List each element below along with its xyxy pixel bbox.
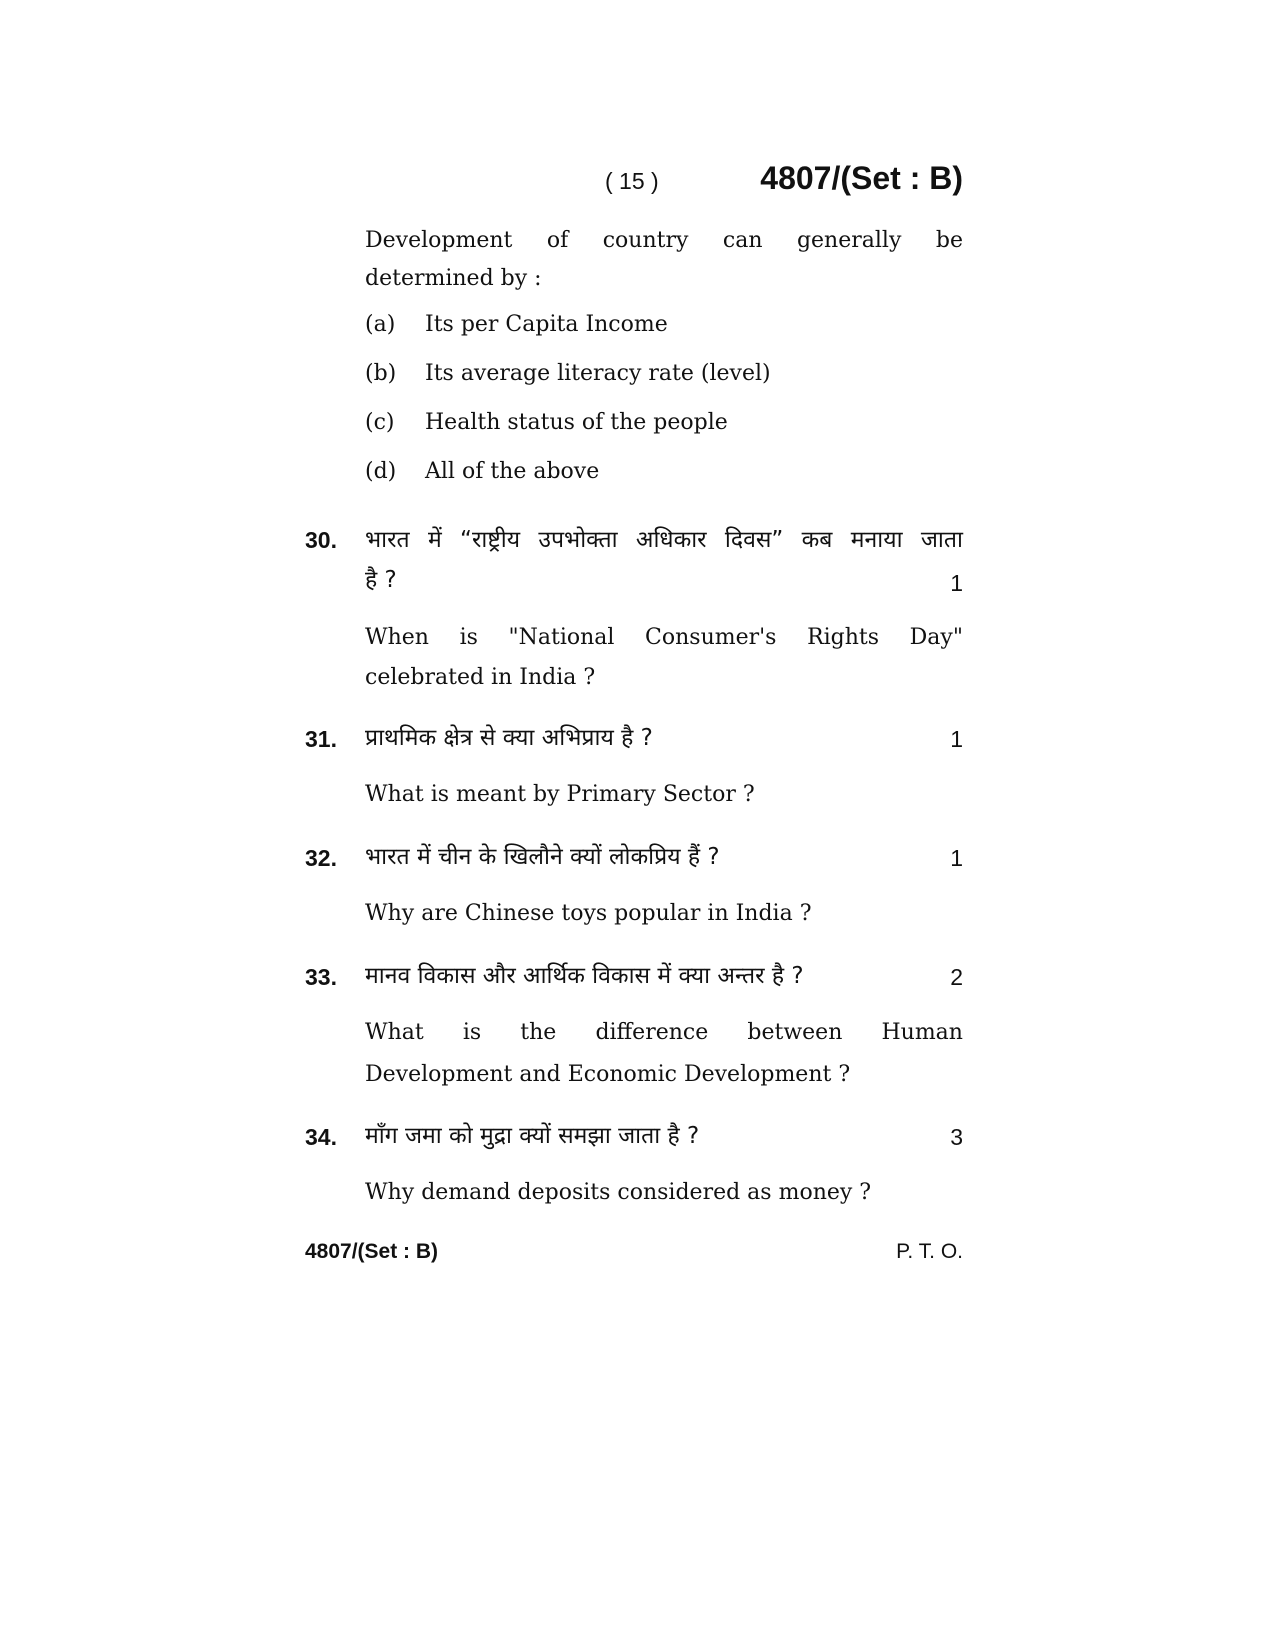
marks-31: 1 [950, 726, 963, 752]
question-34-english: Why demand deposits considered as money ? [365, 1180, 872, 1205]
option-text: All of the above [425, 459, 600, 484]
english-line-2: celebrated in India ? [365, 665, 596, 690]
word: उपभोक्ता [538, 527, 618, 553]
option-a [365, 312, 963, 342]
word: difference [595, 1020, 709, 1045]
question-30-english [365, 618, 963, 698]
intro-question [365, 222, 963, 298]
word: में [427, 527, 442, 553]
word: मनाया [850, 527, 903, 553]
question-31-hindi: प्राथमिक क्षेत्र से क्या अभिप्राय है ? [365, 725, 653, 751]
option-text: Health status of the people [425, 410, 728, 435]
word: country [602, 228, 689, 253]
word: Day" [909, 625, 963, 650]
paper-code-footer: 4807/(Set : B) [305, 1240, 439, 1263]
question-34-hindi: माँग जमा को मुद्रा क्यों समझा जाता है ? [365, 1123, 700, 1149]
option-text: Its average literacy rate (level) [425, 361, 771, 386]
word: When [365, 625, 429, 650]
option-text: Its per Capita Income [425, 312, 668, 337]
option-d [365, 459, 963, 489]
question-number-31: 31. [305, 726, 337, 752]
word: is [462, 1020, 482, 1045]
option-label: (c) [365, 410, 395, 435]
option-label: (d) [365, 459, 397, 484]
word: Consumer's [645, 625, 777, 650]
question-number-30: 30. [305, 527, 337, 553]
word: Development [365, 228, 513, 253]
word: “राष्ट्रीय [460, 527, 521, 553]
question-32-hindi: भारत में चीन के खिलौने क्यों लोकप्रिय हैं ? [365, 844, 720, 870]
word: अधिकार [635, 527, 707, 553]
word: of [546, 228, 569, 253]
question-33-english [365, 1012, 963, 1096]
word: Rights [807, 625, 880, 650]
hindi-line-1 [365, 520, 963, 560]
intro-line-2: determined by : [365, 266, 542, 291]
question-number-33: 33. [305, 964, 337, 990]
word: between [747, 1020, 843, 1045]
question-31-english: What is meant by Primary Sector ? [365, 782, 755, 807]
option-c [365, 410, 963, 440]
word: भारत [365, 527, 410, 553]
english-line-2: Development and Economic Development ? [365, 1062, 851, 1087]
marks-32: 1 [950, 845, 963, 871]
word: What [365, 1020, 424, 1045]
option-b [365, 361, 963, 391]
word: can [722, 228, 763, 253]
option-label: (b) [365, 361, 397, 386]
word: is [459, 625, 478, 650]
word: जाता [920, 527, 963, 553]
marks-34: 3 [950, 1124, 963, 1150]
marks-33: 2 [950, 964, 963, 990]
word: Human [881, 1020, 963, 1045]
question-number-34: 34. [305, 1124, 337, 1150]
word: the [520, 1020, 557, 1045]
marks-30: 1 [950, 570, 963, 596]
english-line-1 [365, 1012, 963, 1054]
question-30-hindi [365, 520, 963, 600]
option-label: (a) [365, 312, 396, 337]
word: कब [801, 527, 833, 553]
hindi-line-2: है ? [365, 567, 397, 593]
english-line-1 [365, 618, 963, 658]
page-number: ( 15 ) [605, 168, 659, 194]
question-number-32: 32. [305, 845, 337, 871]
word: generally [796, 228, 902, 253]
word: be [935, 228, 963, 253]
word: "National [508, 625, 615, 650]
word: दिवस” [724, 527, 784, 553]
paper-code-header: 4807/(Set : B) [760, 160, 963, 196]
question-33-hindi: मानव विकास और आर्थिक विकास में क्या अन्तर है ? [365, 963, 804, 989]
pto-label: P. T. O. [896, 1240, 963, 1263]
question-32-english: Why are Chinese toys popular in India ? [365, 901, 812, 926]
intro-line-1 [365, 222, 963, 260]
